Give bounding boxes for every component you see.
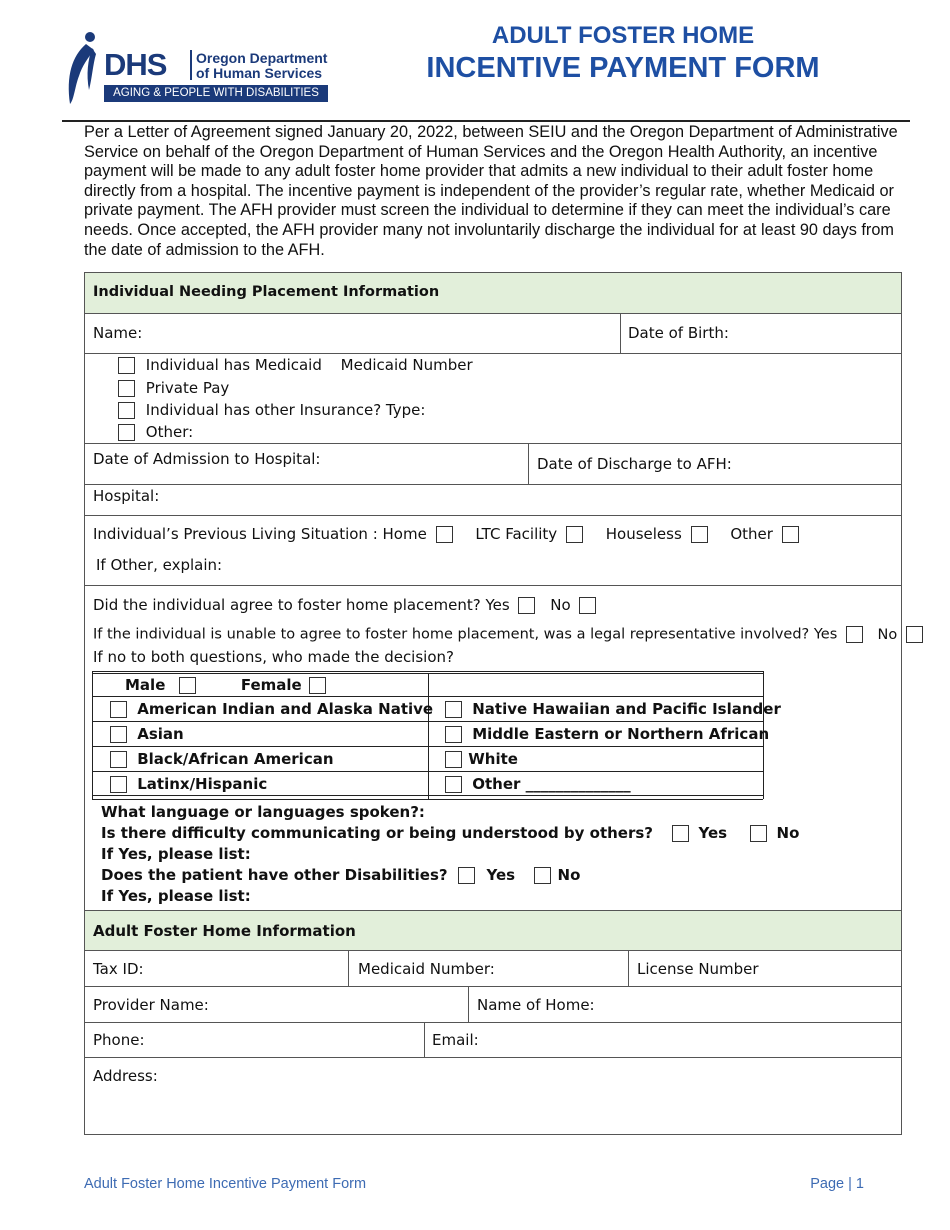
payment-other-row <box>118 423 193 441</box>
grid-line <box>84 1057 902 1058</box>
living-situation-row <box>93 525 799 543</box>
race-row <box>445 775 631 793</box>
female-label: Female <box>240 676 302 694</box>
grid-line <box>84 585 902 586</box>
grid-line <box>84 1022 902 1023</box>
logo-org-line2: of Human Services <box>196 65 323 81</box>
home-name-label: Name of Home: <box>477 996 595 1014</box>
grid-line <box>84 950 902 951</box>
legal-rep-no-checkbox[interactable] <box>906 626 923 643</box>
agree-question: Did the individual agree to foster home placement? Yes <box>93 596 510 614</box>
form-title-line2: INCENTIVE PAYMENT FORM <box>426 52 820 84</box>
race-row <box>445 725 769 743</box>
agree-no-checkbox[interactable] <box>579 597 596 614</box>
race-checkbox[interactable] <box>445 701 462 718</box>
disabilities-no-checkbox[interactable] <box>534 867 551 884</box>
footer-form-name: Adult Foster Home Incentive Payment Form <box>84 1176 367 1192</box>
person-figure-icon <box>62 30 102 108</box>
demographics-grid-line <box>92 799 763 800</box>
agree-yes-checkbox[interactable] <box>518 597 535 614</box>
dhs-logo <box>62 30 330 110</box>
logo-org-line1: Oregon Department <box>196 50 328 66</box>
grid-line <box>348 950 349 986</box>
communication-list-label: If Yes, please list: <box>101 845 251 863</box>
race-checkbox[interactable] <box>445 776 462 793</box>
race-label: White <box>468 750 518 768</box>
demographics-grid-line <box>428 673 429 799</box>
living-explain-label: If Other, explain: <box>96 556 223 574</box>
private-pay-label: Private Pay <box>145 379 230 397</box>
grid-line <box>620 313 621 353</box>
race-checkbox[interactable] <box>110 701 127 718</box>
gender-row <box>125 676 326 694</box>
living-situation-label: Individual’s Previous Living Situation : Home <box>93 525 427 543</box>
legal-rep-yes-checkbox[interactable] <box>846 626 863 643</box>
medicaid-label: Individual has Medicaid <box>145 356 322 374</box>
afh-medicaid-number-label: Medicaid Number: <box>358 960 495 978</box>
demographics-grid-line <box>92 671 93 799</box>
race-row <box>110 725 184 743</box>
tax-id-label: Tax ID: <box>93 960 144 978</box>
communication-question: Is there difficulty communicating or being understood by others? <box>101 824 653 842</box>
legal-rep-question: If the individual is unable to agree to foster home placement, was a legal representative involved? Yes <box>93 626 838 643</box>
race-row <box>110 750 334 768</box>
race-checkbox[interactable] <box>110 751 127 768</box>
footer-page-number: Page | 1 <box>810 1176 864 1192</box>
legal-rep-no-label: No <box>877 626 898 643</box>
male-checkbox[interactable] <box>179 677 196 694</box>
payment-other-label: Other: <box>145 423 194 441</box>
communication-yes-checkbox[interactable] <box>672 825 689 842</box>
disabilities-question: Does the patient have other Disabilities? <box>101 866 448 884</box>
disabilities-question-row <box>101 866 580 884</box>
grid-line <box>84 515 902 516</box>
provider-name-label: Provider Name: <box>93 996 209 1014</box>
communication-no-label: No <box>776 824 800 842</box>
phone-label: Phone: <box>93 1031 145 1049</box>
disabilities-no-label: No <box>557 866 581 884</box>
disabilities-yes-checkbox[interactable] <box>458 867 475 884</box>
living-houseless-checkbox[interactable] <box>691 526 708 543</box>
race-label: American Indian and Alaska Native <box>137 700 434 718</box>
decision-label: If no to both questions, who made the decision? <box>93 648 454 666</box>
disabilities-yes-label: Yes <box>486 866 516 884</box>
living-home-checkbox[interactable] <box>436 526 453 543</box>
communication-row <box>101 824 799 842</box>
header-rule <box>62 120 910 122</box>
grid-line <box>84 353 902 354</box>
logo-band: AGING & PEOPLE WITH DISABILITIES <box>104 85 328 102</box>
payment-other-checkbox[interactable] <box>118 424 135 441</box>
language-question: What language or languages spoken?: <box>101 803 425 821</box>
grid-line <box>84 986 902 987</box>
communication-yes-label: Yes <box>698 824 728 842</box>
race-label: Black/African American <box>137 750 334 768</box>
disabilities-list-label: If Yes, please list: <box>101 887 251 905</box>
private-pay-checkbox[interactable] <box>118 380 135 397</box>
name-label: Name: <box>93 324 143 342</box>
living-houseless-label: Houseless <box>605 525 682 543</box>
admission-label: Date of Admission to Hospital: <box>93 450 321 468</box>
payment-insurance-row <box>118 401 425 419</box>
form-title-line1: ADULT FOSTER HOME <box>491 22 755 49</box>
afh-heading: Adult Foster Home Information <box>93 922 356 940</box>
female-checkbox[interactable] <box>309 677 326 694</box>
hospital-label: Hospital: <box>93 487 160 505</box>
grid-line <box>628 950 629 986</box>
grid-line <box>528 443 529 484</box>
race-label: Latinx/Hispanic <box>137 775 268 793</box>
legal-rep-row <box>93 626 923 643</box>
agree-no-label: No <box>550 596 571 614</box>
payment-private-row <box>118 379 229 397</box>
dob-label: Date of Birth: <box>628 324 729 342</box>
logo-acronym: DHS <box>104 47 167 82</box>
race-row <box>445 750 518 768</box>
logo-divider <box>190 50 192 80</box>
race-checkbox[interactable] <box>110 726 127 743</box>
medicaid-number-label: Medicaid Number <box>340 356 473 374</box>
address-label: Address: <box>93 1067 158 1085</box>
grid-line <box>424 1022 425 1057</box>
living-ltc-label: LTC Facility <box>475 525 558 543</box>
race-row <box>110 700 433 718</box>
living-ltc-checkbox[interactable] <box>566 526 583 543</box>
grid-line <box>84 443 902 444</box>
demographics-grid-line <box>92 671 763 672</box>
race-checkbox[interactable] <box>445 751 462 768</box>
race-label: Middle Eastern or Northern African <box>472 725 770 743</box>
grid-line <box>84 484 902 485</box>
license-number-label: License Number <box>637 960 759 978</box>
living-other-label: Other <box>730 525 773 543</box>
intro-paragraph: Per a Letter of Agreement signed January 20, 2022, between SEIU and the Oregon Department of Administrative Service on behalf of the Oregon Department of Human Services and the Oregon Health Authority, an incentive payment will be made to any adult foster home provider that admits a new individual to their adult foster home directly from a hospital. The incentive payment is independent of the provider’s regular rate, whether Medicaid or private payment. The AFH provider must screen the individual to determine if they can meet the individual’s care needs. Once accepted, the AFH provider many not involuntarily discharge the individual for at least 90 days from the date of admission to the AFH. <box>84 123 898 259</box>
living-other-checkbox[interactable] <box>782 526 799 543</box>
race-label: Asian <box>137 725 184 743</box>
placement-heading: Individual Needing Placement Information <box>93 284 440 300</box>
race-checkbox[interactable] <box>110 776 127 793</box>
male-label: Male <box>125 676 166 694</box>
agree-row <box>93 596 596 614</box>
grid-line <box>84 313 902 314</box>
medicaid-checkbox[interactable] <box>118 357 135 374</box>
race-checkbox[interactable] <box>445 726 462 743</box>
email-label: Email: <box>432 1031 479 1049</box>
race-row <box>445 700 781 718</box>
communication-no-checkbox[interactable] <box>750 825 767 842</box>
discharge-label: Date of Discharge to AFH: <box>537 455 732 473</box>
race-row <box>110 775 267 793</box>
grid-line <box>84 910 902 911</box>
other-insurance-checkbox[interactable] <box>118 402 135 419</box>
other-insurance-label: Individual has other Insurance? Type: <box>145 401 426 419</box>
race-label: Native Hawaiian and Pacific Islander <box>472 700 781 718</box>
grid-line <box>468 986 469 1022</box>
race-label: Other ______________ <box>472 775 631 793</box>
payment-medicaid-row <box>118 356 473 374</box>
